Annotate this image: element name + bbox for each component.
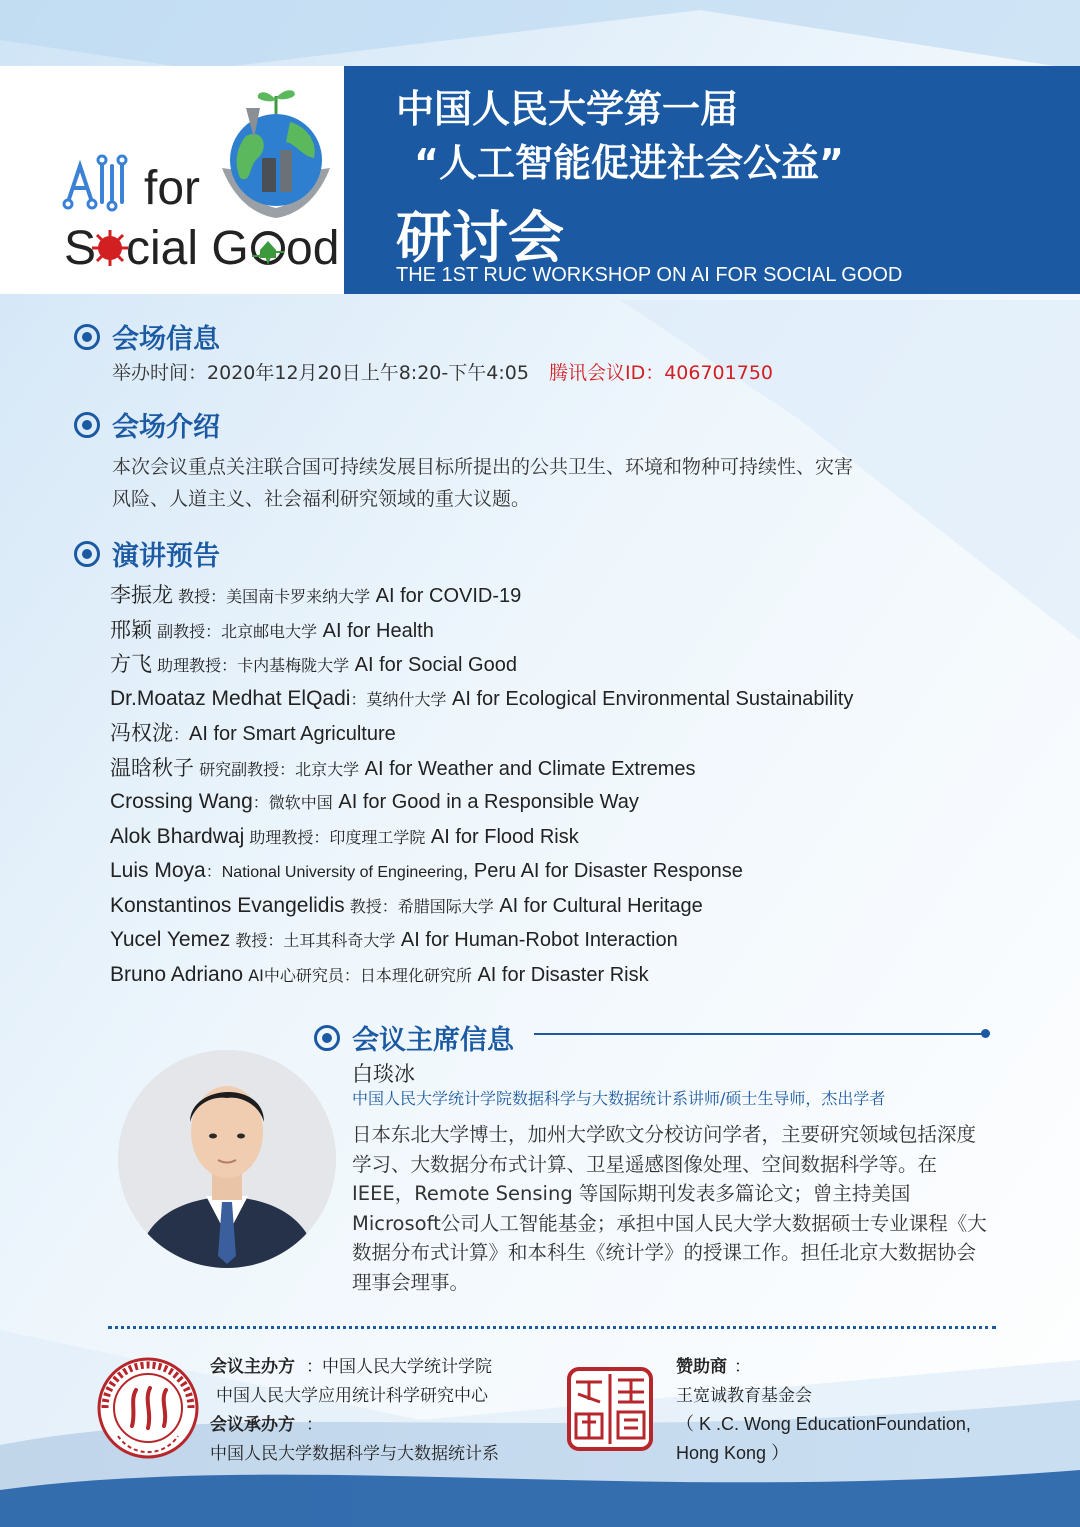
- speaker-role: 教授：: [230, 931, 284, 950]
- time-label: 举办时间：: [112, 362, 208, 384]
- intro-line-1: 本次会议重点关注联合国可持续发展目标所提出的公共卫生、环境和物种可持续性、灾害: [112, 456, 854, 478]
- speaker-name: Luis Moya: [110, 859, 206, 882]
- logo-good-end: od: [286, 222, 340, 275]
- speaker-affiliation: 希腊国际大学: [397, 896, 494, 916]
- speaker-row: [110, 889, 1010, 924]
- title-english: THE 1ST RUC WORKSHOP ON AI FOR SOCIAL GOOD: [396, 264, 903, 286]
- speaker-name: Crossing Wang: [110, 790, 253, 813]
- chair-title: 中国人民大学统计学院数据科学与大数据统计系讲师/硕士生导师，杰出学者: [352, 1089, 886, 1108]
- speaker-role: ：: [252, 793, 269, 812]
- virus-o-icon: [92, 230, 128, 266]
- speaker-list: [110, 578, 1010, 992]
- chair-bio: 日本东北大学博士，加州大学欧文分校访问学者，主要研究领域包括深度学习、大数据分布式计算、卫星遥感图像处理、空间数据科学等。在IEEE，Remote Sensing 等国际期刊发表多篇论文；曾主持美国Microsoft公司人工智能基金；承担中国人民大学大数据硕士专业课程《大数据分布式计算》和本科生《统计学》的授课工作。担任北京大数据协会理事会理事。: [352, 1123, 987, 1294]
- ai-for-social-good-logo: [0, 66, 344, 294]
- title-banner: [344, 66, 1080, 294]
- speaker-name: 温晗秋子: [110, 755, 194, 780]
- speaker-role: ：: [173, 725, 190, 744]
- talks-section-heading: [74, 534, 220, 573]
- target-bullet-icon: [74, 541, 100, 567]
- speaker-topic: AI for Cultural Heritage: [493, 894, 703, 917]
- speaker-affiliation: 微软中国: [268, 793, 333, 812]
- footer-divider: [108, 1326, 996, 1329]
- speaker-row: [110, 682, 1010, 717]
- logo-graphic: [0, 66, 344, 294]
- speaker-topic: AI for Ecological Environmental Sustainability: [446, 687, 854, 710]
- organizer-separator: ：: [306, 1415, 323, 1435]
- talks-heading-text: 演讲预告: [112, 541, 220, 572]
- venue-time-line: [112, 358, 773, 385]
- target-bullet-icon: [74, 412, 100, 438]
- sponsor-label: 赞助商: [676, 1357, 727, 1377]
- meeting-id: 406701750: [664, 362, 773, 384]
- speaker-name: 邢颖: [110, 617, 152, 642]
- host-org-1: 中国人民大学统计学院: [322, 1357, 492, 1377]
- target-bullet-icon: [74, 324, 100, 350]
- speaker-affiliation: 土耳其科奇大学: [283, 931, 396, 950]
- title-line-2: “人工智能促进社会公益”: [414, 141, 844, 185]
- speaker-name: Alok Bhardwaj: [110, 824, 245, 848]
- speaker-affiliation: 日本理化研究所: [359, 965, 472, 985]
- organizer-label: 会议承办方: [210, 1415, 295, 1435]
- speaker-role: 研究副教授：: [194, 759, 296, 779]
- chair-avatar: [118, 1050, 336, 1268]
- speaker-role: AI中心研究员：: [243, 965, 360, 985]
- logo-social-s: S: [64, 222, 97, 275]
- speaker-topic: AI for Good in a Responsible Way: [332, 791, 639, 813]
- speaker-row: [110, 785, 1010, 820]
- speaker-row: [110, 854, 1010, 889]
- logo-social-text: cial G: [126, 222, 249, 275]
- speaker-affiliation: 美国南卡罗来纳大学: [226, 587, 371, 606]
- speaker-affiliation: 北京大学: [295, 759, 360, 779]
- speaker-topic: AI for Smart Agriculture: [189, 723, 396, 745]
- speaker-affiliation: 印度理工学院: [329, 827, 426, 847]
- chair-portrait: [118, 1050, 336, 1268]
- chair-heading-rule: [534, 1033, 986, 1035]
- speaker-row: [110, 716, 1010, 751]
- title-line-1: 中国人民大学第一届: [396, 87, 739, 131]
- speaker-topic: AI for Human-Robot Interaction: [395, 929, 678, 951]
- speaker-row: [110, 923, 1010, 958]
- intro-section-heading: [74, 405, 220, 444]
- chair-heading-text: 会议主席信息: [352, 1025, 514, 1056]
- speaker-row: [110, 578, 1010, 613]
- speaker-affiliation: 北京邮电大学: [221, 621, 318, 641]
- meeting-label: 腾讯会议ID：: [548, 362, 665, 384]
- sponsor-name-en-2: Hong Kong ）: [676, 1443, 790, 1463]
- speaker-affiliation: 莫纳什大学: [366, 689, 447, 709]
- speaker-name: Yucel Yemez: [110, 928, 231, 951]
- target-bullet-icon: [314, 1025, 340, 1051]
- intro-line-2: 风险、人道主义、社会福利研究领域的重大议题。: [112, 488, 531, 510]
- speaker-topic: AI for Social Good: [349, 654, 517, 676]
- host-label: 会议主办方: [210, 1357, 295, 1377]
- speaker-affiliation: National University of Engineering: [221, 864, 463, 881]
- title-line-3: 研讨会: [396, 206, 564, 271]
- kc-wong-foundation-seal-icon: [566, 1366, 654, 1452]
- logo-for-text: for: [144, 162, 201, 215]
- speaker-role: 教授：: [344, 896, 398, 916]
- speaker-role: ：: [350, 689, 367, 709]
- chair-section-heading: [314, 1018, 514, 1057]
- speaker-role: 助理教授：: [244, 827, 330, 847]
- chair-name: 白琰冰: [352, 1062, 415, 1086]
- sponsor-name-en-1: （ K .C. Wong EducationFoundation,: [676, 1414, 971, 1434]
- speaker-role: 副教授：: [152, 621, 222, 641]
- speaker-topic: AI for Flood Risk: [425, 825, 579, 848]
- speaker-name: Dr.Moataz Medhat ElQadi: [110, 686, 351, 710]
- speaker-role: ：: [205, 862, 222, 881]
- speaker-role: 教授：: [173, 587, 227, 606]
- speaker-topic: AI for Disaster Risk: [471, 963, 649, 986]
- venue-heading-text: 会场信息: [112, 324, 220, 355]
- speaker-topic: AI for COVID-19: [370, 585, 522, 607]
- host-separator: ：: [306, 1357, 323, 1377]
- venue-section-heading: [74, 317, 220, 356]
- host-org-2: 中国人民大学应用统计科学研究中心: [216, 1386, 488, 1406]
- time-value: 2020年12月20日上午8:20-下午4:05: [207, 362, 529, 384]
- speaker-name: 方飞: [110, 652, 152, 676]
- speaker-row: [110, 958, 1010, 993]
- speaker-row: [110, 820, 1010, 855]
- speaker-topic: , Peru AI for Disaster Response: [462, 860, 743, 882]
- speaker-row: [110, 613, 1010, 648]
- renmin-university-seal-icon: [96, 1356, 200, 1460]
- speaker-row: [110, 751, 1010, 786]
- speaker-name: 冯权泷: [110, 721, 173, 745]
- speaker-name: Konstantinos Evangelidis: [110, 893, 345, 917]
- speaker-name: 李振龙: [110, 583, 173, 607]
- speaker-row: [110, 647, 1010, 682]
- sponsor-separator: ：: [734, 1357, 751, 1377]
- speaker-role: 助理教授：: [152, 656, 238, 675]
- speaker-affiliation: 卡内基梅陇大学: [237, 656, 350, 675]
- speaker-topic: AI for Health: [317, 619, 434, 642]
- speaker-topic: AI for Weather and Climate Extremes: [359, 757, 696, 780]
- house-o-icon: [252, 233, 284, 263]
- speaker-name: Bruno Adriano: [110, 962, 244, 986]
- intro-heading-text: 会场介绍: [112, 412, 220, 443]
- sponsor-name-cn: 王宽诚教育基金会: [676, 1386, 812, 1406]
- organizer-org: 中国人民大学数据科学与大数据统计系: [210, 1444, 499, 1464]
- chair-heading-rule-dot: [981, 1029, 990, 1038]
